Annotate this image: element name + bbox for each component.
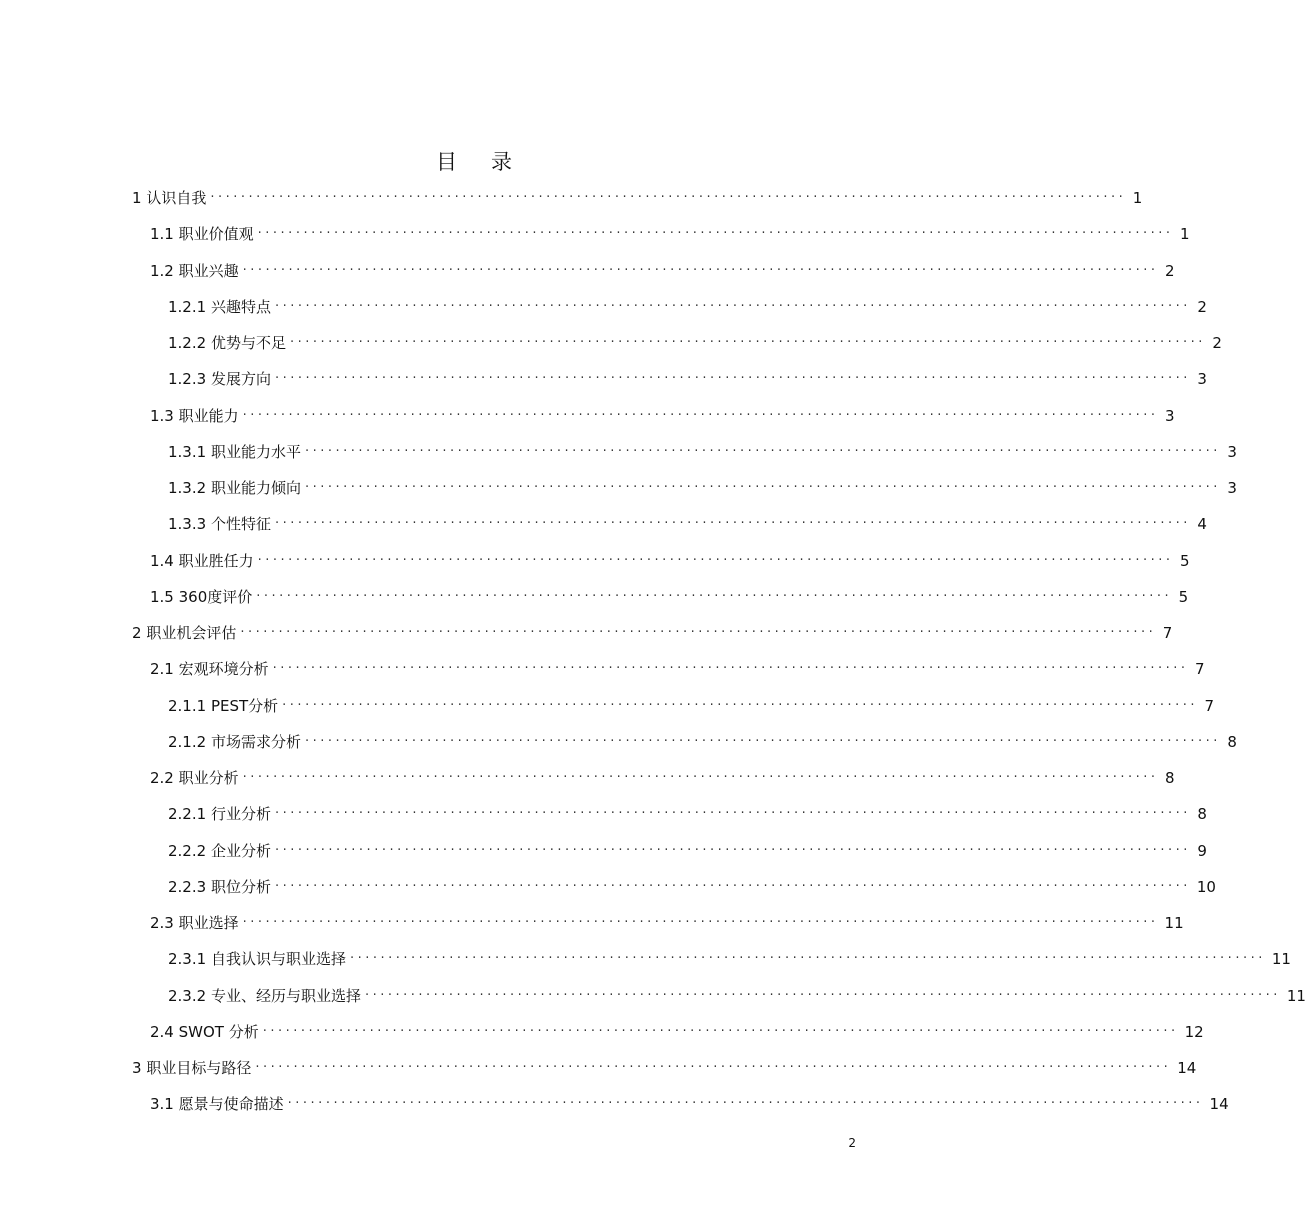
toc-leader-dots: ························································································································ — [364, 987, 1281, 1003]
toc-entry-number: 1.3.2 — [168, 479, 207, 497]
toc-entry[interactable] — [168, 328, 1222, 358]
toc-entry[interactable] — [132, 1053, 1197, 1083]
toc-entry-label: 职业分析 — [178, 769, 239, 787]
toc-entry-label: 认识自我 — [146, 189, 207, 207]
toc-entry-page: 1 — [1132, 189, 1143, 207]
toc-entry-page: 2 — [1197, 297, 1207, 316]
toc-leader-dots: ························································································································ — [274, 371, 1191, 387]
toc-entry-page: 14 — [1209, 1095, 1229, 1114]
toc-entry-label: 专业、经历与职业选择 — [210, 986, 361, 1005]
toc-leader-dots: ························································································································ — [289, 335, 1206, 350]
toc-entry-page: 2 — [1212, 334, 1222, 352]
toc-entry-label: 职业能力 — [178, 406, 239, 425]
toc-entry[interactable] — [150, 219, 1190, 249]
toc-entry[interactable] — [168, 292, 1207, 322]
toc-entry[interactable] — [168, 836, 1207, 866]
toc-leader-dots: ························································································································ — [242, 915, 1159, 930]
toc-entry-label: 职业兴趣 — [178, 261, 239, 280]
toc-entry-page: 8 — [1165, 769, 1175, 787]
toc-entry-number: 1.3 — [150, 406, 174, 425]
toc-entry-number: 1.3.3 — [168, 515, 207, 534]
toc-leader-dots: ························································································································ — [257, 552, 1174, 568]
toc-entry-page: 11 — [1271, 950, 1291, 969]
toc-entry-number: 2.2 — [150, 769, 174, 787]
toc-entry-number: 2 — [132, 624, 142, 642]
toc-entry-page: 8 — [1197, 805, 1207, 824]
toc-entry-page: 3 — [1227, 479, 1237, 497]
toc-entry-page: 11 — [1286, 986, 1306, 1005]
toc-entry-number: 2.4 — [150, 1022, 174, 1041]
toc-entry-label: 职位分析 — [210, 877, 271, 896]
toc-entry-number: 2.3 — [150, 914, 174, 932]
toc-entry[interactable] — [132, 618, 1173, 648]
toc-entry-label: 兴趣特点 — [210, 297, 271, 316]
toc-leader-dots: ························································································································ — [274, 298, 1191, 314]
toc-leader-dots: ························································································································ — [287, 1096, 1204, 1112]
toc-entry-label: 职业选择 — [178, 914, 239, 932]
toc-entry-number: 3 — [132, 1059, 142, 1077]
toc-leader-dots: ························································································································ — [242, 262, 1159, 278]
toc-entry[interactable] — [168, 799, 1207, 829]
toc-entry[interactable] — [150, 1017, 1204, 1047]
toc-entry[interactable] — [168, 691, 1215, 721]
toc-entry-number: 1.1 — [150, 225, 174, 244]
toc-leader-dots: ························································································································ — [210, 190, 1127, 205]
toc-entry-number: 1.2.3 — [168, 370, 207, 389]
toc-entry-number: 1 — [132, 189, 142, 207]
toc-entry[interactable] — [168, 437, 1237, 467]
toc-entry-number: 2.3.2 — [168, 986, 207, 1005]
toc-entry-page: 14 — [1177, 1059, 1197, 1077]
toc-leader-dots: ························································································································ — [257, 226, 1174, 242]
toc-entry-page: 3 — [1227, 442, 1237, 461]
toc-leader-dots: ························································································································ — [272, 661, 1189, 677]
page-number: 2 — [848, 1136, 856, 1150]
toc-entry-page: 5 — [1180, 551, 1190, 570]
toc-entry-label: 职业胜任力 — [178, 551, 254, 570]
toc-leader-dots: ························································································································ — [282, 697, 1199, 713]
toc-entry[interactable] — [150, 908, 1184, 938]
toc-leader-dots: ························································································································ — [274, 842, 1191, 858]
toc-entry-label: 企业分析 — [210, 841, 271, 860]
toc-leader-dots: ························································································································ — [255, 1060, 1172, 1075]
toc-entry-label: 发展方向 — [210, 370, 271, 389]
toc-entry-label: 愿景与使命描述 — [178, 1095, 284, 1114]
toc-entry[interactable] — [168, 509, 1207, 539]
toc-entry[interactable] — [168, 473, 1237, 503]
toc-entry-page: 12 — [1184, 1022, 1204, 1041]
toc-entry-label: 职业能力水平 — [210, 442, 301, 461]
toc-leader-dots: ························································································································ — [242, 407, 1159, 423]
toc-entry-label: 360度评价 — [178, 587, 253, 606]
toc-entry-page: 9 — [1197, 841, 1207, 860]
toc-entry-page: 5 — [1178, 587, 1189, 606]
toc-entry-page: 3 — [1197, 370, 1207, 389]
toc-entry[interactable] — [150, 256, 1175, 286]
toc-entry-label: 职业目标与路径 — [146, 1059, 252, 1077]
toc-entry-label: SWOT 分析 — [178, 1022, 259, 1041]
toc-entry[interactable] — [150, 1089, 1229, 1119]
toc-entry-page: 8 — [1227, 732, 1237, 751]
toc-entry-number: 2.1 — [150, 660, 174, 679]
toc-entry-number: 1.2.2 — [168, 334, 207, 352]
toc-entry[interactable] — [132, 183, 1143, 213]
toc-entry[interactable] — [150, 401, 1175, 431]
toc-entry-label: 优势与不足 — [210, 334, 286, 352]
toc-entry-label: 市场需求分析 — [210, 732, 301, 751]
toc-entry-page: 11 — [1164, 914, 1184, 932]
toc-entry-number: 1.2 — [150, 261, 174, 280]
toc-entry-label: 职业能力倾向 — [210, 479, 301, 497]
toc-entry[interactable] — [150, 763, 1175, 793]
toc-entry[interactable] — [150, 546, 1190, 576]
toc-entry-page: 7 — [1195, 660, 1205, 679]
toc-entry-number: 2.1.1 — [168, 696, 207, 715]
toc-entry-label: 个性特征 — [210, 515, 271, 534]
toc-entry-number: 2.2.1 — [168, 805, 207, 824]
toc-title — [0, 146, 950, 176]
toc-leader-dots: ························································································································ — [304, 733, 1221, 749]
toc-title-char-2: 录 — [491, 150, 514, 174]
toc-entry-number: 2.2.3 — [168, 877, 207, 896]
toc-entry-number: 1.3.1 — [168, 442, 207, 461]
toc-title-char-1: 目 — [436, 150, 459, 174]
toc-leader-dots: ························································································································ — [262, 1023, 1179, 1039]
toc-entry-number: 3.1 — [150, 1095, 174, 1114]
toc-entry[interactable] — [150, 582, 1189, 612]
toc-entry-label: 职业机会评估 — [146, 624, 237, 642]
toc-entry-page: 4 — [1197, 515, 1207, 534]
toc-leader-dots: ························································································································ — [242, 770, 1159, 785]
toc-leader-dots: ························································································································ — [256, 588, 1173, 604]
toc-entry-label: 宏观环境分析 — [178, 660, 269, 679]
toc-entry-page: 3 — [1165, 406, 1175, 425]
toc-leader-dots: ························································································································ — [304, 443, 1221, 459]
toc-entry-page: 7 — [1162, 624, 1173, 642]
toc-entry-page: 7 — [1204, 696, 1215, 715]
toc-entry-page: 1 — [1180, 225, 1190, 244]
toc-leader-dots: ························································································································ — [274, 878, 1191, 894]
toc-leader-dots: ························································································································ — [274, 516, 1191, 532]
toc-entry[interactable] — [168, 944, 1291, 974]
toc-entry[interactable] — [168, 364, 1207, 394]
toc-entry[interactable] — [168, 981, 1306, 1011]
toc-entry-page: 2 — [1165, 261, 1175, 280]
toc-entry[interactable] — [150, 654, 1205, 684]
toc-entry-label: PEST分析 — [210, 696, 279, 715]
toc-entry-label: 行业分析 — [210, 805, 271, 824]
toc-leader-dots: ························································································································ — [274, 806, 1191, 822]
toc-leader-dots: ························································································································ — [349, 951, 1266, 967]
toc-entry-number: 1.5 — [150, 587, 174, 606]
toc-entry-number: 2.3.1 — [168, 950, 207, 969]
toc-entry-number: 2.1.2 — [168, 732, 207, 751]
toc-entry-page: 10 — [1196, 877, 1216, 896]
toc-entry-number: 1.2.1 — [168, 297, 207, 316]
toc-entry-number: 1.4 — [150, 551, 174, 570]
toc-entry-number: 2.2.2 — [168, 841, 207, 860]
toc-entry-label: 自我认识与职业选择 — [210, 950, 346, 969]
toc-leader-dots: ························································································································ — [304, 480, 1221, 495]
toc-entry[interactable] — [168, 872, 1216, 902]
toc-entry-label: 职业价值观 — [178, 225, 254, 244]
toc-leader-dots: ························································································································ — [240, 625, 1157, 640]
toc-entry[interactable] — [168, 727, 1237, 757]
